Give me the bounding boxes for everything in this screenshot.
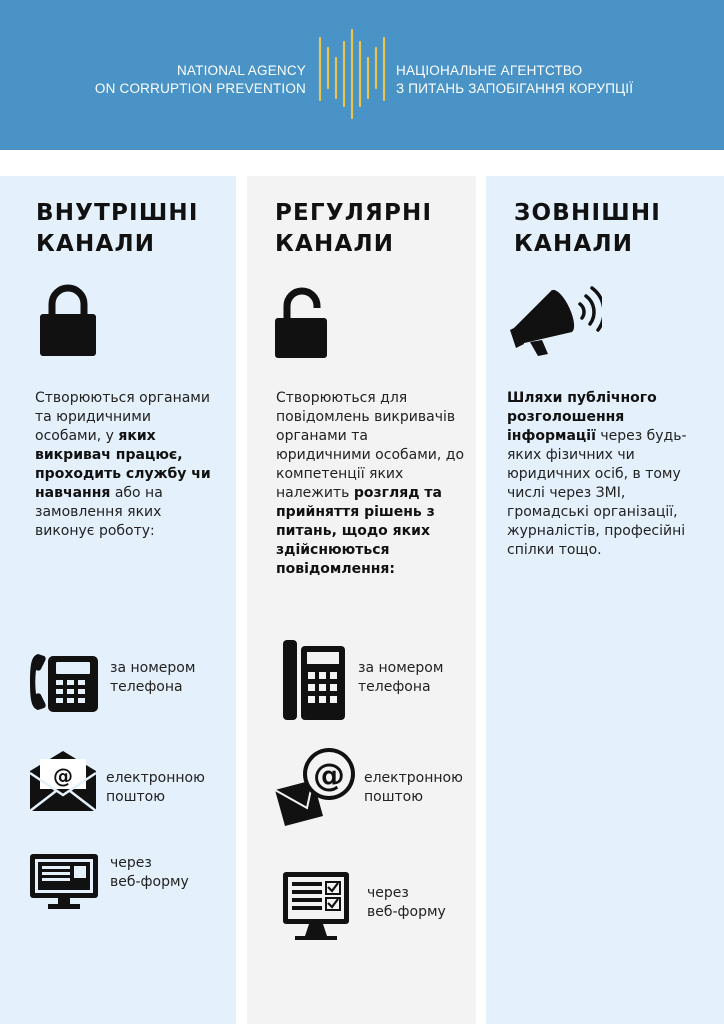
external-title-line2: КАНАЛИ: [514, 231, 634, 257]
nacp-logo-icon: [316, 28, 388, 120]
svg-text:@: @: [313, 756, 345, 794]
header-banner: [0, 0, 724, 150]
svg-text:@: @: [53, 764, 73, 788]
regular-email-label: електронною поштою: [364, 770, 463, 805]
lock-open-icon: [273, 286, 331, 360]
internal-title-line2: КАНАЛИ: [36, 231, 156, 257]
internal-channels-title: [36, 198, 199, 260]
regular-title-line1: РЕГУЛЯРНІ: [275, 200, 433, 226]
external-description: Шляхи публічного розголошення інформації через будь-яких фізичних чи юридичних осіб, в тому числі через ЗМІ, громадські організації, журналістів, професійні спілки тощо.: [507, 390, 687, 558]
internal-description: Створюються органами та юридичними особами, у яких викривач працює, проходить службу чи навчання або на замовлення яких виконує роботу:: [35, 390, 211, 539]
monitor-checklist-icon: [281, 870, 351, 942]
desk-phone-icon: [281, 638, 347, 722]
regular-channels-column: [247, 176, 476, 1024]
megaphone-icon: [508, 282, 602, 358]
regular-channels-title: [275, 198, 432, 260]
monitor-form-icon: [28, 852, 100, 912]
org-name-ua: [396, 62, 633, 98]
org-name-en: [95, 62, 306, 98]
external-channels-title: [514, 198, 661, 260]
regular-title-line2: КАНАЛИ: [275, 231, 395, 257]
internal-channels-column: [0, 176, 236, 1024]
org-name-en-line1: NATIONAL AGENCY: [176, 63, 306, 78]
internal-phone-label: за номером телефона: [110, 660, 196, 695]
regular-webform-label: через веб-форму: [367, 885, 446, 920]
internal-email-label: електронною поштою: [106, 770, 205, 805]
external-title-line1: ЗОВНІШНІ: [514, 200, 662, 226]
org-name-ua-line2: З ПИТАНЬ ЗАПОБІГАННЯ КОРУПЦІЇ: [396, 81, 634, 96]
email-at-icon: [273, 746, 357, 830]
org-name-ua-line1: НАЦІОНАЛЬНЕ АГЕНТСТВО: [396, 63, 583, 78]
regular-phone-label: за номером телефона: [358, 660, 444, 695]
internal-title-line1: ВНУТРІШНІ: [36, 200, 199, 226]
org-name-en-line2: ON CORRUPTION PREVENTION: [94, 81, 306, 96]
lock-closed-icon: [38, 284, 98, 356]
envelope-at-icon: [28, 749, 98, 813]
internal-webform-label: через веб-форму: [110, 855, 189, 890]
external-channels-column: [486, 176, 724, 1024]
fax-phone-icon: [28, 650, 100, 714]
regular-description: Створюються для повідомлень викривачів органами та юридичними особами, до компетенції яких належить розгляд та прийняття рішень з питань, щодо яких здійснюються повідомлення:: [276, 390, 465, 577]
